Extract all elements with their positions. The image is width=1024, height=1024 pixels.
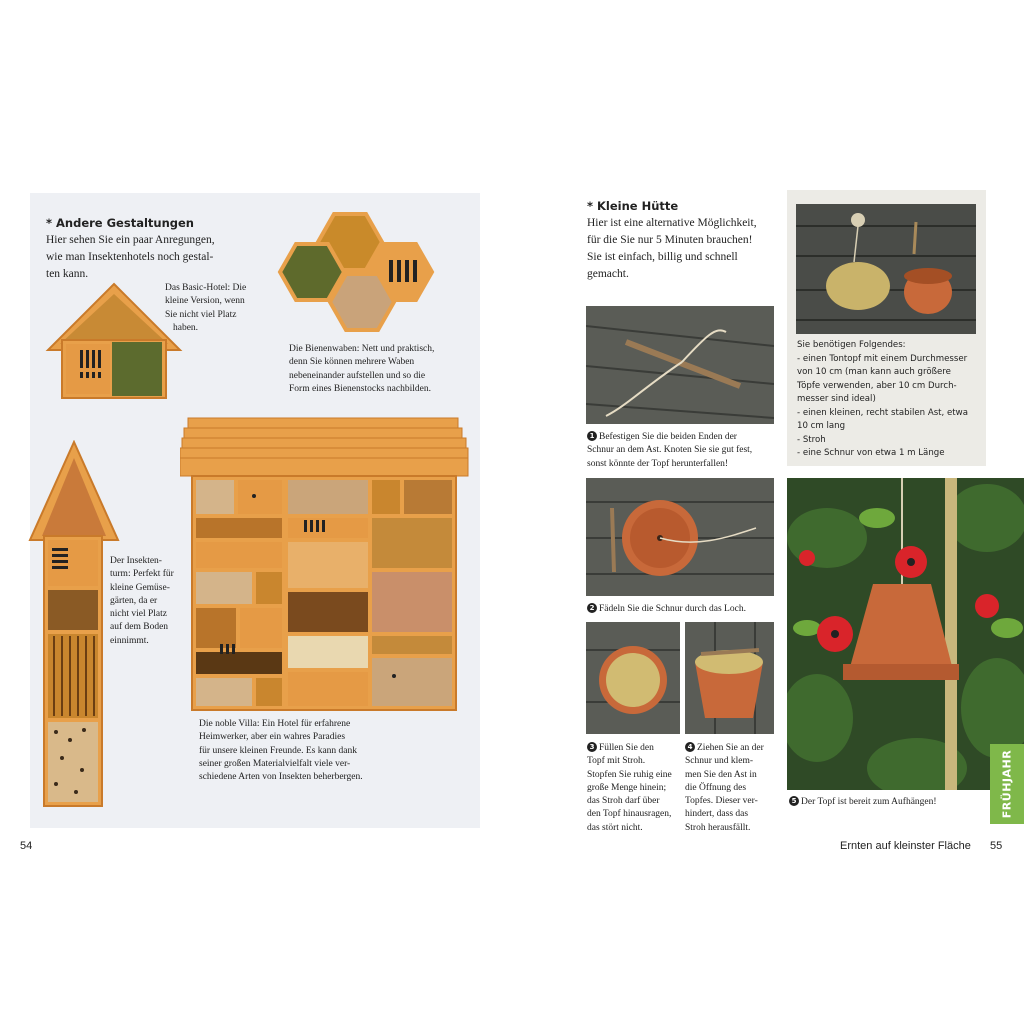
step1-caption: 1 Befestigen Sie die beiden Enden der Schnur an dem Ast. Knoten Sie sie gut fest, sonst könnte der Topf herunterfallen!	[587, 432, 753, 469]
step3-photo	[586, 622, 680, 734]
honeycomb-illustration	[276, 212, 451, 337]
running-head: Ernten auf kleinster Fläche	[840, 840, 971, 852]
basic-hotel-caption: Das Basic-Hotel: Die kleine Version, wenn Sie nicht viel Platz haben.	[165, 283, 247, 333]
right-heading: * Kleine Hütte	[587, 199, 679, 213]
noble-villa-illustration	[180, 416, 470, 714]
left-intro: Hier sehen Sie ein paar Anregungen, wie man Insektenhotels noch gestal- ten kann.	[46, 234, 215, 280]
step5-photo	[787, 478, 1024, 790]
left-heading: * Andere Gestaltungen	[46, 216, 194, 230]
noble-villa-caption: Die noble Villa: Ein Hotel für erfahrene Heimwerker, aber ein wahres Paradies für unsere kleinen Freunde. Es kann dank seiner großen Materialvielfalt viele ver- schiedene Arten von Insekten beherbergen.	[199, 719, 363, 783]
supplies-list: Sie benötigen Folgendes: - einen Tontopf mit einem Durchmesser von 10 cm (man kann auch größere Töpfe verwenden, aber 10 cm Durch- messer sind ideal) - einen kleinen, recht stabilen Ast, etwa 10 cm lang - Stroh - eine Schnur von etwa 1 m Länge	[797, 340, 968, 458]
supplies-photo	[796, 204, 976, 334]
step1-number: 1	[587, 431, 597, 441]
season-tab: FRÜHJAHR	[990, 744, 1024, 824]
basic-hotel-illustration	[44, 282, 184, 402]
step4-photo	[685, 622, 774, 734]
step3-number: 3	[587, 742, 597, 752]
step2-photo	[586, 478, 774, 596]
page-number-right: 55	[990, 840, 1003, 852]
step4-number: 4	[685, 742, 695, 752]
page-number-left: 54	[20, 840, 33, 852]
step4-caption: 4 Ziehen Sie an der Schnur und klem- men Sie den Ast in die Öffnung des Topfes. Dieser ver- hindert, dass das Stroh herausfällt.	[685, 743, 764, 833]
right-intro: Hier ist eine alternative Möglichkeit, für die Sie nur 5 Minuten brauchen! Sie ist einfach, billig und schnell gemacht.	[587, 217, 757, 280]
step5-caption: 5 Der Topf ist bereit zum Aufhängen!	[789, 796, 989, 809]
step5-number: 5	[789, 796, 799, 806]
step3-caption: 3 Füllen Sie den Topf mit Stroh. Stopfen Sie ruhig eine große Menge hinein; das Stroh darf über den Topf hinausragen, das stört nicht.	[587, 743, 672, 833]
honeycomb-caption: Die Bienenwaben: Nett und praktisch, denn Sie können mehrere Waben nebeneinander aufstellen und so die Form eines Bienenstocks nachbilden.	[289, 344, 435, 394]
insect-tower-caption: Der Insekten- turm: Perfekt für kleine Gemüse- gärten, da er nicht viel Platz auf dem Boden einnimmt.	[110, 556, 174, 646]
step2-caption: 2 Fädeln Sie die Schnur durch das Loch.	[587, 603, 777, 616]
step2-number: 2	[587, 603, 597, 613]
insect-tower-illustration	[26, 440, 122, 810]
step1-photo	[586, 306, 774, 424]
